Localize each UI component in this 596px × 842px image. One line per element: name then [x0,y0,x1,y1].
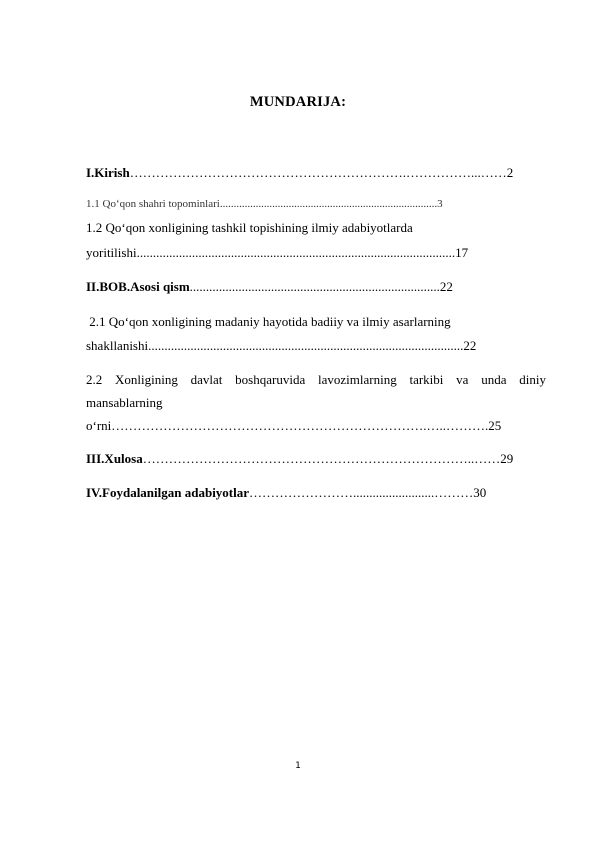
toc-entry-label: IV.Foydalanilgan adabiyotlar [86,485,250,500]
toc-entry-label-line2: yoritilishi [86,245,137,260]
toc-entry-page: 22 [439,279,453,294]
toc-entry-label: III.Xulosa [86,451,143,466]
toc-entry-kirish[interactable] [86,165,546,181]
toc-entry-page: 17 [455,245,469,260]
toc-entry-bob-2[interactable] [86,279,546,295]
toc-entry-page: 22 [463,338,477,353]
toc-entry-leader: …………………….........................……… [249,485,474,500]
toc-entry-label: 2.2 Xonligining davlat boshqaruvida lavozimlarning tarkibi va unda diniy mansablarning o‘rni [86,372,546,433]
toc-entry-label-line2: shakllanishi [86,338,149,353]
toc-entry-page: 29 [500,451,514,466]
toc-entry-leader: ................................................................................................. [148,338,464,353]
page-title: MUNDARIJA: [249,94,347,110]
toc-entry-xulosa[interactable] [86,451,546,467]
toc-entry-label-line1: 2.1 Qo‘qon xonligining madaniy hayotida badiiy va ilmiy asarlarning [86,314,451,329]
toc-entry-2-1[interactable] [86,314,546,330]
toc-entry-leader: …………………………………………………………………..…… [142,451,501,466]
toc-entry-label: I.Kirish [86,165,130,180]
toc-entry-page: 25 [488,418,502,433]
toc-entry-leader: .................................................................................................. [136,245,456,260]
toc-entry-leader: ............................................................................... [219,198,438,210]
toc-entry-page: 2 [506,165,514,180]
footer-page-number: 1 [295,761,301,771]
toc-entry-page: 3 [437,198,443,210]
toc-entry-label: II.BOB.Asosi qism [86,279,190,294]
toc-entry-adabiyotlar[interactable] [86,485,546,501]
toc-entry-leader: ……………………………………………………………….…..………. [111,418,489,433]
toc-entry-1-2-cont[interactable] [86,245,546,261]
toc-entry-2-1-cont[interactable] [86,338,546,354]
toc-entry-label: 1.1 Qo‘qon shahri topominlari [86,198,220,210]
toc-entry-leader: ……………………………………………………….……………...…… [129,165,507,180]
toc-entry-label-line1: 1.2 Qo‘qon xonligining tashkil topishining ilmiy adabiyotlarda [86,220,413,235]
toc-entry-2-2[interactable] [86,368,546,437]
toc-entry-1-2[interactable] [86,220,546,236]
toc-entry-leader: ............................................................................. [189,279,440,294]
toc-entry-page: 30 [473,485,487,500]
toc-entry-1-1[interactable] [86,198,546,210]
